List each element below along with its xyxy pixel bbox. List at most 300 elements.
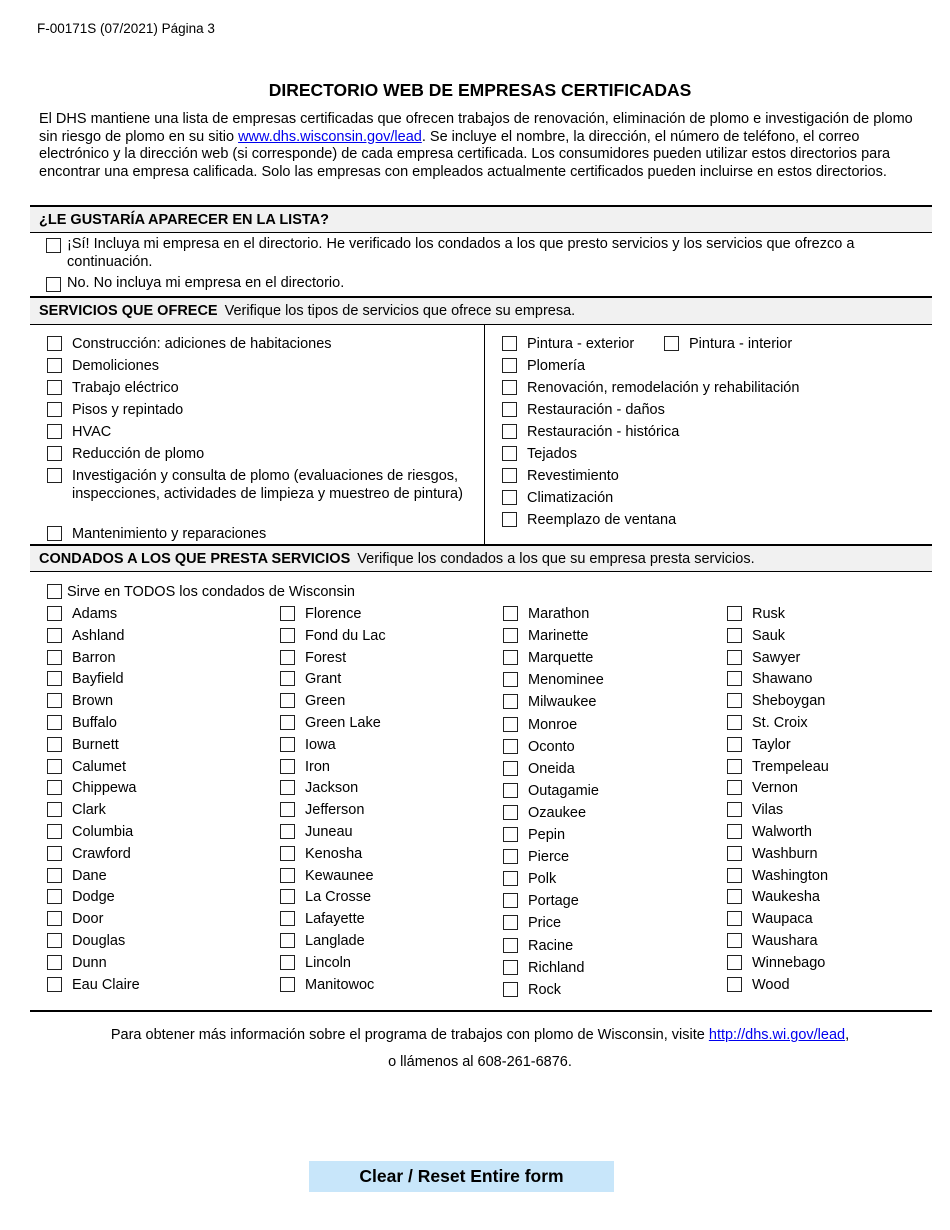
reset-form-button[interactable]: Clear / Reset Entire form — [309, 1161, 614, 1192]
county-calumet-checkbox[interactable] — [47, 759, 62, 774]
county-grant-label: Grant — [305, 671, 342, 688]
county-pierce[interactable] — [503, 848, 569, 866]
county-sawyer[interactable] — [727, 649, 800, 667]
county-milwaukee-checkbox[interactable] — [503, 694, 518, 709]
county-price[interactable] — [503, 914, 561, 932]
county-douglas-checkbox[interactable] — [47, 933, 62, 948]
county-st-croix[interactable] — [727, 714, 808, 732]
county-dodge-checkbox[interactable] — [47, 889, 62, 904]
county-iowa-checkbox[interactable] — [280, 737, 295, 752]
county-douglas-label: Douglas — [72, 933, 126, 949]
county-florence-checkbox[interactable] — [280, 606, 295, 621]
intro-text-end: . Se incluye el nombre, la dirección, el número de teléfono, el correo electrónico y la dirección web (si corresponde) de cada empresa certificada. Los consumidores pueden utilizar estos directorios para encontrar una empresa calificada. Solo las empresas con empleados actualmente certificados pueden incluirse en estos directorios. — [39, 128, 891, 181]
county-iowa-label: Iowa — [305, 736, 336, 753]
county-sauk-checkbox[interactable] — [727, 628, 742, 643]
county-eau-claire-checkbox[interactable] — [47, 977, 62, 992]
county-st-croix-checkbox[interactable] — [727, 715, 742, 730]
service-paint-interior-label: Pintura - interior — [689, 336, 793, 352]
county-jackson[interactable] — [280, 779, 358, 797]
county-waukesha-label: Waukesha — [752, 889, 820, 906]
county-adams-label: Adams — [72, 606, 118, 622]
county-trempeleau-label: Trempeleau — [752, 758, 829, 775]
county-vernon-label: Vernon — [752, 780, 798, 797]
county-barron-checkbox[interactable] — [47, 650, 62, 665]
service-siding-label: Revestimiento — [527, 468, 619, 484]
county-vilas-checkbox[interactable] — [727, 802, 742, 817]
county-clark[interactable] — [47, 801, 106, 819]
county-sauk[interactable] — [727, 627, 785, 645]
county-lincoln[interactable] — [280, 954, 351, 972]
service-paint-exterior[interactable] — [502, 335, 634, 353]
footer-info — [30, 1027, 930, 1043]
service-roofing[interactable] — [502, 445, 577, 463]
county-price-label: Price — [528, 915, 562, 932]
county-washington-label: Washington — [752, 867, 829, 884]
county-marquette[interactable] — [503, 649, 593, 667]
county-marinette[interactable] — [503, 627, 588, 645]
county-jackson-checkbox[interactable] — [280, 780, 295, 795]
county-walworth-label: Walworth — [752, 824, 812, 840]
service-lead-abatement-checkbox[interactable] — [47, 446, 62, 461]
listing-yes-checkbox[interactable] — [46, 238, 61, 253]
service-flooring[interactable] — [47, 401, 183, 419]
county-la-crosse-checkbox[interactable] — [280, 889, 295, 904]
listing-header — [30, 207, 932, 232]
county-columbia[interactable] — [47, 823, 133, 841]
county-jefferson-label: Jefferson — [305, 802, 365, 819]
county-manitowoc-label: Manitowoc — [305, 976, 375, 993]
service-roofing-checkbox[interactable] — [502, 446, 517, 461]
service-construction-label: Construcción: adiciones de habitaciones — [72, 336, 332, 352]
service-maintenance-checkbox[interactable] — [47, 526, 62, 541]
county-dodge-label: Dodge — [72, 889, 115, 906]
services-heading: SERVICIOS QUE OFRECE — [39, 303, 218, 319]
service-window-replacement-label: Reemplazo de ventana — [527, 512, 677, 528]
county-milwaukee[interactable] — [503, 693, 597, 711]
divider-listing-header — [30, 232, 932, 233]
listing-no-label: No. No incluya mi empresa en el directorio. — [67, 275, 345, 291]
listing-no-checkbox[interactable] — [46, 277, 61, 292]
county-columbia-checkbox[interactable] — [47, 824, 62, 839]
county-washburn-label: Washburn — [752, 845, 818, 862]
county-marquette-checkbox[interactable] — [503, 650, 518, 665]
county-rusk[interactable] — [727, 605, 785, 623]
service-electrical[interactable] — [47, 379, 179, 397]
service-plumbing[interactable] — [502, 357, 585, 375]
service-construction[interactable] — [47, 335, 332, 353]
county-langlade-checkbox[interactable] — [280, 933, 295, 948]
county-langlade-label: Langlade — [305, 933, 365, 949]
county-wood-label: Wood — [752, 976, 790, 993]
county-burnett[interactable] — [47, 736, 119, 754]
county-rusk-checkbox[interactable] — [727, 606, 742, 621]
service-hvac-label: HVAC — [72, 424, 112, 440]
county-rock[interactable] — [503, 981, 561, 999]
listing-yes-option[interactable] — [46, 236, 926, 271]
county-adams[interactable] — [47, 605, 117, 623]
county-portage[interactable] — [503, 892, 579, 910]
county-juneau-label: Juneau — [305, 824, 353, 840]
service-window-replacement-checkbox[interactable] — [502, 512, 517, 527]
county-sheboygan-checkbox[interactable] — [727, 693, 742, 708]
county-jefferson-checkbox[interactable] — [280, 802, 295, 817]
counties-heading: CONDADOS A LOS QUE PRESTA SERVICIOS — [39, 550, 351, 567]
county-kenosha[interactable] — [280, 845, 362, 863]
county-price-checkbox[interactable] — [503, 915, 518, 930]
county-buffalo[interactable] — [47, 714, 117, 732]
county-juneau[interactable] — [280, 823, 353, 841]
county-calumet[interactable] — [47, 758, 126, 776]
county-vernon-checkbox[interactable] — [727, 780, 742, 795]
county-shawano-checkbox[interactable] — [727, 671, 742, 686]
county-taylor-checkbox[interactable] — [727, 737, 742, 752]
county-ozaukee[interactable] — [503, 804, 586, 822]
county-milwaukee-label: Milwaukee — [528, 694, 597, 711]
county-dunn-label: Dunn — [72, 954, 107, 971]
county-racine-checkbox[interactable] — [503, 938, 518, 953]
county-rock-label: Rock — [528, 981, 562, 998]
county-lincoln-label: Lincoln — [305, 954, 351, 971]
county-racine-label: Racine — [528, 937, 574, 954]
county-fond-du-lac[interactable] — [280, 627, 386, 645]
county-polk-checkbox[interactable] — [503, 871, 518, 886]
county-monroe-checkbox[interactable] — [503, 717, 518, 732]
footer-phone: o llámenos al 608-261-6876. — [388, 1054, 572, 1070]
service-flooring-checkbox[interactable] — [47, 402, 62, 417]
county-la-crosse[interactable] — [280, 888, 371, 906]
counties-header — [30, 546, 932, 571]
county-richland-label: Richland — [528, 959, 585, 976]
county-waukesha[interactable] — [727, 888, 820, 906]
county-marathon-checkbox[interactable] — [503, 606, 518, 621]
county-marinette-label: Marinette — [528, 628, 589, 645]
service-lead-abatement[interactable] — [47, 445, 204, 463]
county-marquette-label: Marquette — [528, 650, 594, 667]
county-pepin-checkbox[interactable] — [503, 827, 518, 842]
county-washington[interactable] — [727, 867, 828, 885]
county-washington-checkbox[interactable] — [727, 868, 742, 883]
counties-instruction: Verifique los condados a los que su empresa presta servicios. — [357, 550, 755, 567]
county-green-lake-checkbox[interactable] — [280, 715, 295, 730]
service-restoration-damage-label: Restauración - daños — [527, 402, 665, 418]
county-dane[interactable] — [47, 867, 107, 885]
county-green-label: Green — [305, 693, 346, 710]
county-barron-label: Barron — [72, 649, 116, 666]
county-iron-label: Iron — [305, 758, 330, 775]
county-crawford[interactable] — [47, 845, 131, 863]
county-barron[interactable] — [47, 649, 116, 667]
county-crawford-checkbox[interactable] — [47, 846, 62, 861]
county-waukesha-checkbox[interactable] — [727, 889, 742, 904]
county-monroe[interactable] — [503, 716, 577, 734]
service-paint-interior[interactable] — [664, 335, 792, 353]
county-pierce-checkbox[interactable] — [503, 849, 518, 864]
county-winnebago[interactable] — [727, 954, 825, 972]
county-sheboygan-label: Sheboygan — [752, 693, 826, 710]
county-vernon[interactable] — [727, 779, 798, 797]
county-all-option[interactable] — [47, 583, 355, 601]
county-wood-checkbox[interactable] — [727, 977, 742, 992]
service-roofing-label: Tejados — [527, 446, 577, 462]
county-juneau-checkbox[interactable] — [280, 824, 295, 839]
county-shawano[interactable] — [727, 670, 812, 688]
county-kewaunee[interactable] — [280, 867, 374, 885]
county-shawano-label: Shawano — [752, 671, 813, 688]
intro-text-start: El DHS mantiene una lista de empresas certificadas que ofrecen trabajos de renovación, eliminación de plomo e investigación de plomo sin riesgo de plomo en su sitio — [39, 111, 913, 145]
service-plumbing-label: Plomería — [527, 358, 586, 374]
county-brown-label: Brown — [72, 693, 114, 710]
county-racine[interactable] — [503, 937, 573, 955]
service-paint-exterior-label: Pintura - exterior — [527, 336, 635, 352]
county-florence-label: Florence — [305, 606, 362, 622]
listing-heading: ¿LE GUSTARÍA APARECER EN LA LISTA? — [39, 211, 329, 228]
county-sheboygan[interactable] — [727, 692, 825, 710]
county-adams-checkbox[interactable] — [47, 606, 62, 621]
county-douglas[interactable] — [47, 932, 125, 950]
county-door-label: Door — [72, 911, 104, 928]
county-vilas[interactable] — [727, 801, 783, 819]
service-paint-interior-checkbox[interactable] — [664, 336, 679, 351]
county-waushara-checkbox[interactable] — [727, 933, 742, 948]
listing-no-option[interactable] — [46, 275, 344, 293]
county-manitowoc[interactable] — [280, 976, 374, 994]
county-ashland[interactable] — [47, 627, 124, 645]
county-eau-claire-label: Eau Claire — [72, 976, 140, 993]
county-oneida[interactable] — [503, 760, 575, 778]
county-door-checkbox[interactable] — [47, 911, 62, 926]
county-clark-checkbox[interactable] — [47, 802, 62, 817]
county-kenosha-label: Kenosha — [305, 845, 363, 862]
county-jefferson[interactable] — [280, 801, 364, 819]
county-oconto-checkbox[interactable] — [503, 739, 518, 754]
county-kewaunee-label: Kewaunee — [305, 867, 374, 884]
county-oneida-label: Oneida — [528, 760, 575, 777]
county-marinette-checkbox[interactable] — [503, 628, 518, 643]
county-menominee[interactable] — [503, 671, 604, 689]
county-oneida-checkbox[interactable] — [503, 761, 518, 776]
county-lafayette-label: Lafayette — [305, 911, 365, 928]
county-ozaukee-label: Ozaukee — [528, 804, 587, 821]
county-monroe-label: Monroe — [528, 716, 578, 733]
county-dodge[interactable] — [47, 888, 115, 906]
service-restoration-historic-checkbox[interactable] — [502, 424, 517, 439]
county-langlade[interactable] — [280, 932, 365, 950]
county-pepin[interactable] — [503, 826, 565, 844]
service-restoration-historic[interactable] — [502, 423, 679, 441]
county-sawyer-label: Sawyer — [752, 649, 801, 666]
county-iowa[interactable] — [280, 736, 336, 754]
county-taylor-label: Taylor — [752, 736, 791, 753]
service-maintenance-label: Mantenimiento y reparaciones — [72, 526, 267, 542]
county-green-checkbox[interactable] — [280, 693, 295, 708]
county-forest-label: Forest — [305, 649, 347, 666]
county-sauk-label: Sauk — [752, 627, 786, 644]
county-brown[interactable] — [47, 692, 113, 710]
service-maintenance[interactable] — [47, 525, 266, 543]
county-brown-checkbox[interactable] — [47, 693, 62, 708]
county-chippewa-label: Chippewa — [72, 780, 137, 797]
service-restoration-damage-checkbox[interactable] — [502, 402, 517, 417]
county-florence[interactable] — [280, 605, 361, 623]
county-waushara-label: Waushara — [752, 933, 818, 949]
footer-lead-link[interactable]: http://dhs.wi.gov/lead — [708, 1027, 846, 1043]
county-outagamie-label: Outagamie — [528, 782, 599, 799]
divider-counties-header — [30, 571, 932, 572]
county-menominee-label: Menominee — [528, 672, 604, 689]
county-ashland-label: Ashland — [72, 627, 125, 644]
service-flooring-label: Pisos y repintado — [72, 402, 184, 418]
county-polk[interactable] — [503, 870, 556, 888]
service-renovation-label: Renovación, remodelación y rehabilitación — [527, 380, 800, 396]
service-window-replacement[interactable] — [502, 511, 676, 529]
divider-services-header — [30, 324, 932, 325]
county-dane-label: Dane — [72, 867, 107, 884]
county-jackson-label: Jackson — [305, 780, 359, 797]
county-waushara[interactable] — [727, 932, 818, 950]
intro-paragraph — [39, 111, 925, 182]
form-code: F-00171S (07/2021) Página 3 — [37, 21, 215, 36]
county-pierce-label: Pierce — [528, 849, 570, 866]
county-dunn[interactable] — [47, 954, 107, 972]
county-rock-checkbox[interactable] — [503, 982, 518, 997]
county-buffalo-checkbox[interactable] — [47, 715, 62, 730]
county-iron-checkbox[interactable] — [280, 759, 295, 774]
county-portage-label: Portage — [528, 893, 579, 910]
county-bayfield-label: Bayfield — [72, 671, 124, 688]
county-fond-du-lac-checkbox[interactable] — [280, 628, 295, 643]
county-washburn-checkbox[interactable] — [727, 846, 742, 861]
county-dane-checkbox[interactable] — [47, 868, 62, 883]
county-bayfield-checkbox[interactable] — [47, 671, 62, 686]
service-lead-investigation-label: Investigación y consulta de plomo (evaluaciones de riesgos, inspecciones, actividades de limpieza y muestreo de pintura) — [72, 468, 463, 502]
county-calumet-label: Calumet — [72, 758, 126, 775]
county-oconto[interactable] — [503, 738, 575, 756]
county-oconto-label: Oconto — [528, 738, 575, 755]
listing-yes-label: ¡Sí! Incluya mi empresa en el directorio. He verificado los condados a los que presto servicios y los servicios que ofrezco a continuación. — [67, 236, 855, 270]
county-forest[interactable] — [280, 649, 346, 667]
dhs-lead-link[interactable]: www.dhs.wisconsin.gov/lead — [238, 128, 422, 145]
county-st-croix-label: St. Croix — [752, 715, 808, 731]
service-weatherization-label: Climatización — [527, 490, 614, 506]
county-taylor[interactable] — [727, 736, 791, 754]
divider-counties-bottom — [30, 1010, 932, 1012]
county-all-label: Sirve en TODOS los condados de Wisconsin — [67, 584, 355, 600]
county-grant-checkbox[interactable] — [280, 671, 295, 686]
service-lead-investigation-checkbox[interactable] — [47, 468, 62, 483]
service-weatherization-checkbox[interactable] — [502, 490, 517, 505]
county-fond-du-lac-label: Fond du Lac — [305, 627, 386, 644]
county-waupaca-label: Waupaca — [752, 911, 813, 928]
county-green[interactable] — [280, 692, 345, 710]
county-washburn[interactable] — [727, 845, 818, 863]
county-outagamie[interactable] — [503, 782, 599, 800]
county-clark-label: Clark — [72, 802, 106, 819]
county-menominee-checkbox[interactable] — [503, 672, 518, 687]
county-richland[interactable] — [503, 959, 584, 977]
county-chippewa[interactable] — [47, 779, 137, 797]
county-trempeleau[interactable] — [727, 758, 829, 776]
county-outagamie-checkbox[interactable] — [503, 783, 518, 798]
county-door[interactable] — [47, 910, 103, 928]
county-kenosha-checkbox[interactable] — [280, 846, 295, 861]
service-weatherization[interactable] — [502, 489, 613, 507]
county-waupaca[interactable] — [727, 910, 813, 928]
county-richland-checkbox[interactable] — [503, 960, 518, 975]
service-renovation[interactable] — [502, 379, 799, 397]
county-green-lake[interactable] — [280, 714, 381, 732]
service-plumbing-checkbox[interactable] — [502, 358, 517, 373]
county-wood[interactable] — [727, 976, 790, 994]
service-siding[interactable] — [502, 467, 619, 485]
service-electrical-checkbox[interactable] — [47, 380, 62, 395]
county-kewaunee-checkbox[interactable] — [280, 868, 295, 883]
service-renovation-checkbox[interactable] — [502, 380, 517, 395]
service-demolition-label: Demoliciones — [72, 358, 160, 374]
county-forest-checkbox[interactable] — [280, 650, 295, 665]
county-manitowoc-checkbox[interactable] — [280, 977, 295, 992]
county-bayfield[interactable] — [47, 670, 124, 688]
service-siding-checkbox[interactable] — [502, 468, 517, 483]
county-portage-checkbox[interactable] — [503, 893, 518, 908]
county-buffalo-label: Buffalo — [72, 715, 117, 731]
county-walworth[interactable] — [727, 823, 812, 841]
county-dunn-checkbox[interactable] — [47, 955, 62, 970]
county-lafayette[interactable] — [280, 910, 365, 928]
county-winnebago-label: Winnebago — [752, 954, 826, 971]
page-title: DIRECTORIO WEB DE EMPRESAS CERTIFICADAS — [268, 80, 692, 100]
county-la-crosse-label: La Crosse — [305, 889, 372, 906]
county-sawyer-checkbox[interactable] — [727, 650, 742, 665]
county-marathon[interactable] — [503, 605, 589, 623]
county-chippewa-checkbox[interactable] — [47, 780, 62, 795]
service-restoration-damage[interactable] — [502, 401, 665, 419]
service-construction-checkbox[interactable] — [47, 336, 62, 351]
services-header — [30, 298, 932, 324]
county-crawford-label: Crawford — [72, 845, 131, 862]
county-ashland-checkbox[interactable] — [47, 628, 62, 643]
county-eau-claire[interactable] — [47, 976, 140, 994]
services-instruction: Verifique los tipos de servicios que ofrece su empresa. — [224, 303, 576, 319]
county-winnebago-checkbox[interactable] — [727, 955, 742, 970]
county-lafayette-checkbox[interactable] — [280, 911, 295, 926]
service-hvac[interactable] — [47, 423, 111, 441]
service-demolition[interactable] — [47, 357, 159, 375]
county-all-checkbox[interactable] — [47, 584, 62, 599]
service-lead-abatement-label: Reducción de plomo — [72, 446, 205, 462]
footer-text-start: Para obtener más información sobre el programa de trabajos con plomo de Wisconsin, visite — [110, 1027, 709, 1043]
service-lead-investigation[interactable] — [47, 467, 479, 503]
service-hvac-checkbox[interactable] — [47, 424, 62, 439]
service-restoration-historic-label: Restauración - histórica — [527, 424, 680, 440]
county-pepin-label: Pepin — [528, 827, 566, 843]
county-burnett-label: Burnett — [72, 736, 119, 753]
county-trempeleau-checkbox[interactable] — [727, 759, 742, 774]
service-demolition-checkbox[interactable] — [47, 358, 62, 373]
county-walworth-checkbox[interactable] — [727, 824, 742, 839]
county-waupaca-checkbox[interactable] — [727, 911, 742, 926]
county-marathon-label: Marathon — [528, 606, 590, 622]
county-polk-label: Polk — [528, 871, 557, 888]
county-iron[interactable] — [280, 758, 330, 776]
county-grant[interactable] — [280, 670, 341, 688]
service-paint-exterior-checkbox[interactable] — [502, 336, 517, 351]
service-electrical-label: Trabajo eléctrico — [72, 380, 179, 396]
county-lincoln-checkbox[interactable] — [280, 955, 295, 970]
county-burnett-checkbox[interactable] — [47, 737, 62, 752]
county-vilas-label: Vilas — [752, 802, 784, 819]
footer-text-comma: , — [845, 1027, 850, 1043]
county-ozaukee-checkbox[interactable] — [503, 805, 518, 820]
